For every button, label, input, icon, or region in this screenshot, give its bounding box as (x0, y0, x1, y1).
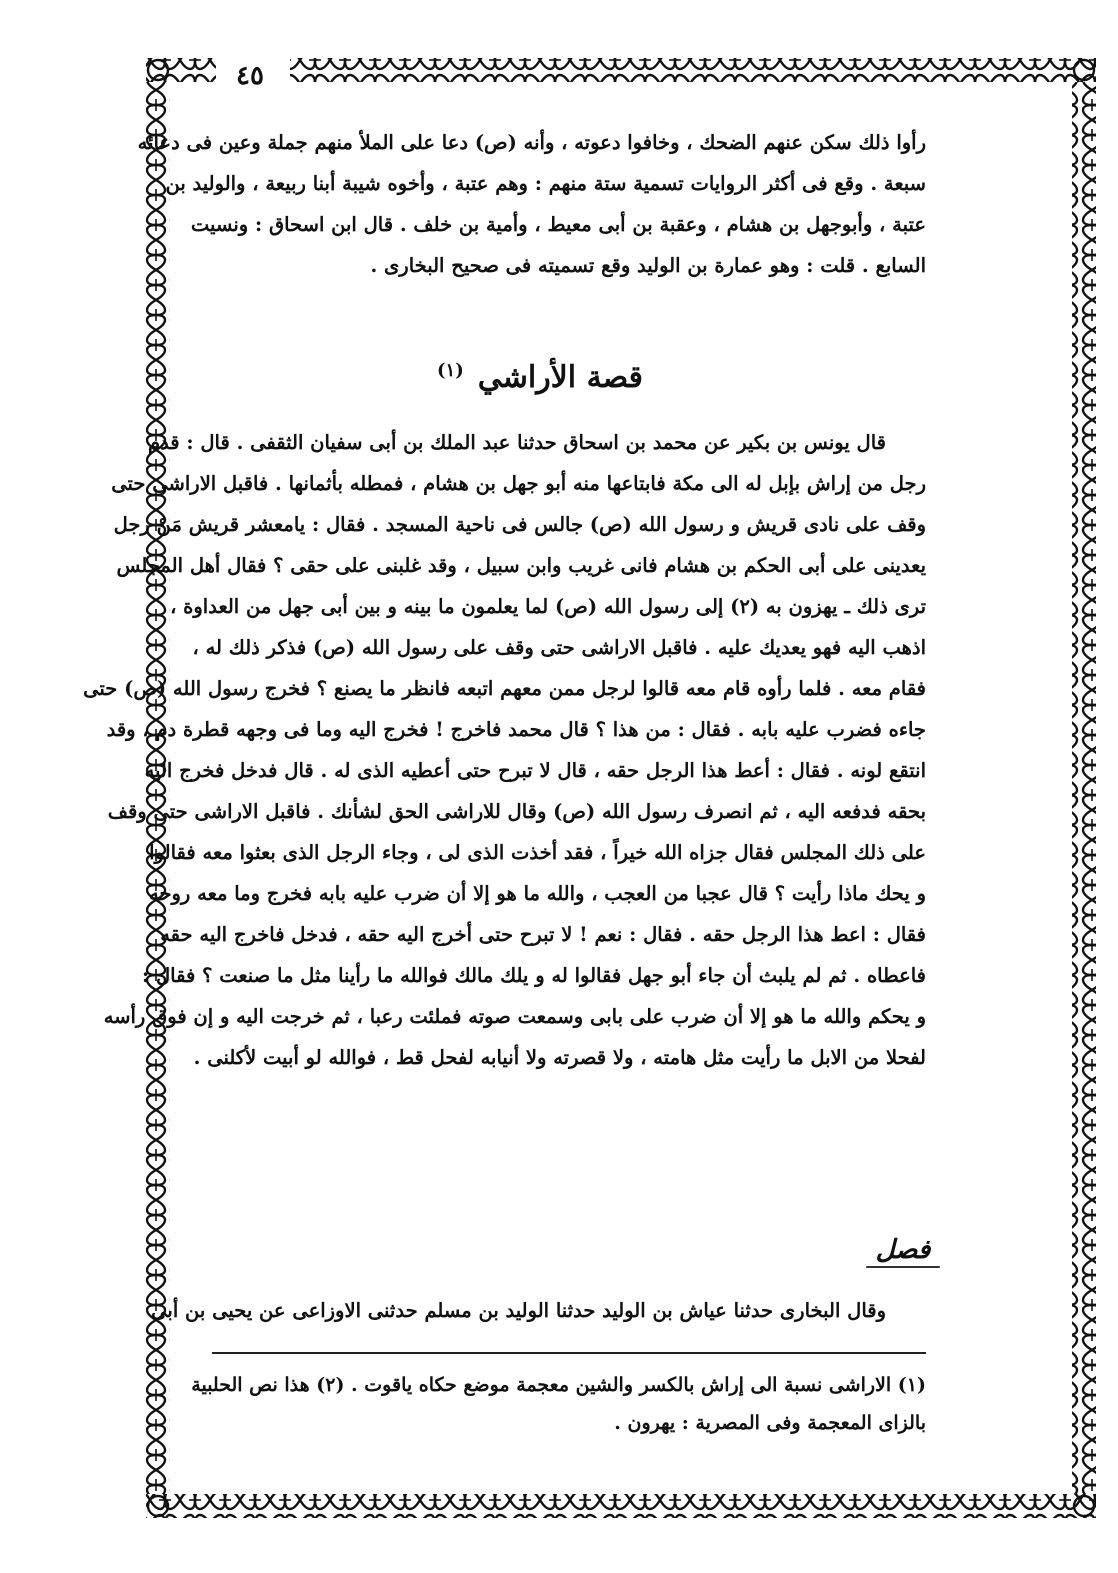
text-line: ترى ذلك ـ يهزون به (٢) إلى رسول الله (ص) لما يعلمون ما بينه و بين أبى جهل من العداوة ، (170, 595, 926, 618)
text-line: عتبة ، وأبوجهل بن هشام ، وعقبة بن أبى معيط ، وأمية بن خلف . قال ابن اسحاق : ونسيت (190, 213, 926, 236)
story-title-text: قصة الأراشي (477, 360, 644, 395)
text-line: يعدينى على أبى الحكم بن هشام فانى غريب وابن سبيل ، وقد غلبنى على حقى ؟ فقال أهل المجلس (116, 554, 926, 577)
border-bottom (146, 1494, 1096, 1518)
text-line: على ذلك المجلس فقال جزاه الله خيراً ، فقد أخذت الذى لى ، وجاء الرجل الذى بعثوا معه فقالوا (149, 841, 926, 864)
section-heading: فصل (862, 1228, 944, 1272)
footnote-line: (١) الاراشى نسبة الى إراش بالكسر والشين معجمة موضع حكاه ياقوت . (٢) هذا نص الحلبية (191, 1374, 926, 1396)
text-line: سبعة . وقع فى أكثر الروايات تسمية ستة منهم : وهم عتبة ، وأخوه شيبة أبنا ربيعة ، والوليد بن (165, 172, 926, 195)
text-line: انتقع لونه . فقال : أعط هذا الرجل حقه ، قال لا تبرح حتى أعطيه الذى له . قال فدخل فخرج اليه (144, 759, 926, 782)
border-right (1072, 82, 1096, 1494)
story-paragraph (83, 422, 926, 1078)
story-title (300, 345, 780, 397)
footnote-divider (212, 1352, 926, 1354)
text-line: و يحكم والله ما هو إلا أن ضرب على بابى وسمعت صوته فملئت رعبا ، ثم خرجت اليه و إن فوق رأسه (103, 1005, 926, 1028)
section-paragraph (151, 1290, 926, 1331)
intro-paragraph (137, 122, 926, 286)
text-line: وقف على نادى قريش و رسول الله (ص) جالس فى ناحية المسجد . فقال : يامعشر قريش مَنْ رجل (113, 513, 926, 536)
text-line: جاءه فضرب عليه بابه . فقال : من هذا ؟ قال محمد فاخرج ! فخرج اليه وما فى وجهه قطرة دم ، وقد (106, 718, 926, 741)
border-top-right (290, 58, 1096, 82)
text-line: السابع . قلت : وهو عمارة بن الوليد وقع تسميته فى صحيح البخارى . (370, 254, 926, 277)
text-line: فاعطاه . ثم لم يلبث أن جاء أبو جهل فقالوا له و يلك مالك فوالله ما رأينا مثل ما صنعت ؟ فقال : (142, 964, 926, 987)
text-line: بحقه فدفعه اليه ، ثم انصرف رسول الله (ص) وقال للاراشى الحق لشأنك . فاقبل الاراشى حتى وقف (107, 800, 926, 823)
text-line: فقال : اعط هذا الرجل حقه . فقال : نعم ! لا تبرح حتى أخرج اليه حقه ، فدخل فاخرج اليه حقه (160, 923, 926, 946)
text-line: و يحك ماذا رأيت ؟ قال عجبا من العجب ، والله ما هو إلا أن ضرب عليه بابه فخرج وما معه روحه (148, 882, 926, 905)
border-top-left (146, 58, 216, 82)
footnotes (191, 1366, 926, 1442)
text-line: قال يونس بن بكير عن محمد بن اسحاق حدثنا عبد الملك بن أبى سفيان الثقفى . قال : قدم (147, 431, 886, 454)
text-line: اذهب اليه فهو يعديك عليه . فاقبل الاراشى حتى وقف على رسول الله (ص) فذكر ذلك له ، (192, 636, 926, 659)
footnote-ref: (١) (436, 360, 464, 381)
text-line: رأوا ذلك سكن عنهم الضحك ، وخافوا دعوته ، وأنه (ص) دعا على الملأ منهم جملة وعين فى دعائه (137, 131, 926, 154)
footnote-line: بالزاى المعجمة وفى المصرية : يهرون . (614, 1412, 926, 1434)
page-number: ٤٥ (236, 61, 264, 91)
text-line: لفحلا من الابل ما رأيت مثل هامته ، ولا قصرته ولا أنيابه لفحل قط ، فوالله لو أبيت لأكلنى . (193, 1046, 926, 1069)
text-line: رجل من إراش بإبل له الى مكة فابتاعها منه أبو جهل بن هشام ، فمطله بأثمانها . فاقبل الاراشى حتى (111, 472, 926, 495)
text-line: فقام معه . فلما رأوه قام معه قالوا لرجل ممن معهم اتبعه فانظر ما يصنع ؟ فخرج رسول الله (ص) حتى (83, 677, 926, 700)
text-line: وقال البخارى حدثنا عياش بن الوليد حدثنا الوليد بن مسلم حدثنى الاوزاعى عن يحيى بن أبى (151, 1299, 886, 1322)
